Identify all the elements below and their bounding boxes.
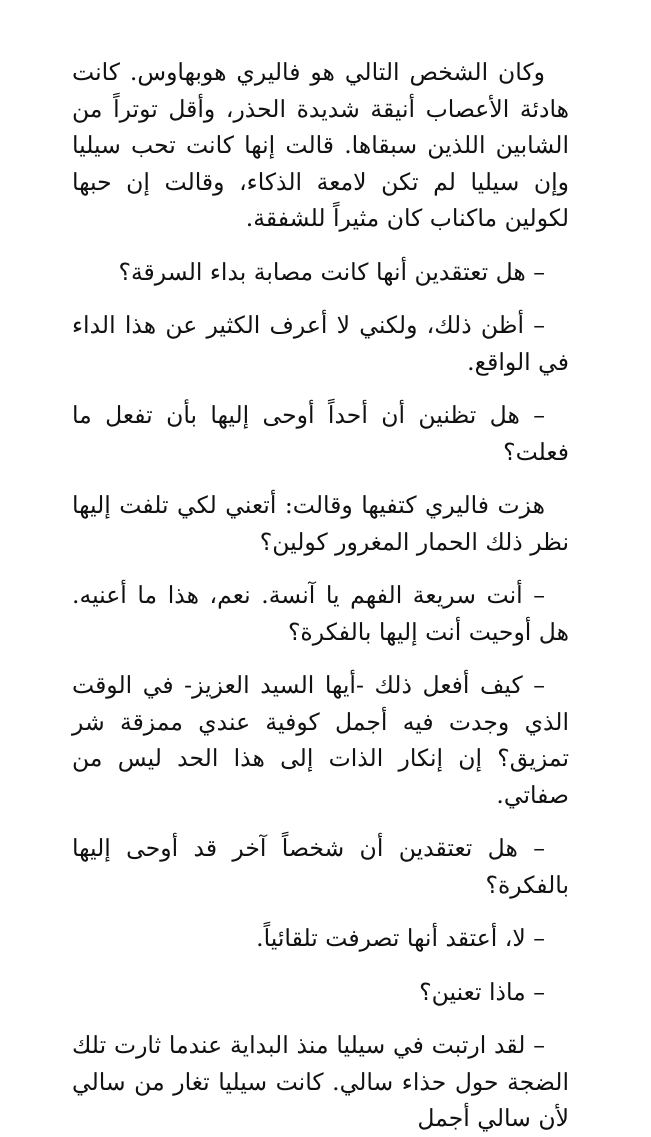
paragraph-dialogue: – ماذا تعنين؟ xyxy=(419,977,545,1006)
paragraph-narration: هزت فاليري كتفيها وقالت: أتعني لكي تلفت إليها نظر ذلك الحمار المغرور كولين؟ xyxy=(72,491,569,556)
paragraph-dialogue: – لا، أعتقد أنها تصرفت تلقائياً. xyxy=(256,924,545,952)
paragraph-dialogue: – هل تعتقدين أنها كانت مصابة بداء السرقة؟ xyxy=(118,257,545,286)
paragraph-dialogue: – هل تظنين أن أحداً أوحى إليها بأن تفعل ما فعلت؟ xyxy=(72,401,569,466)
page-body-text xyxy=(72,54,569,1137)
paragraph-dialogue: – أظن ذلك، ولكني لا أعرف الكثير عن هذا الداء في الواقع. xyxy=(72,311,569,376)
paragraph-dialogue: – هل تعتقدين أن شخصاً آخر قد أوحى إليها بالفكرة؟ xyxy=(72,834,569,899)
paragraph-dialogue: – كيف أفعل ذلك -أيها السيد العزيز- في الوقت الذي وجدت فيه أجمل كوفية عندي ممزقة شر تمزيق؟ إن إنكار الذات إلى هذا الحد ليس من صفاتي. xyxy=(72,671,569,809)
paragraph-dialogue: – لقد ارتبت في سيليا منذ البداية عندما ثارت تلك الضجة حول حذاء سالي. كانت سيليا تغار من سالي لأن سالي أجمل xyxy=(72,1031,569,1132)
paragraph-dialogue: – أنت سريعة الفهم يا آنسة. نعم، هذا ما أعنيه. هل أوحيت أنت إليها بالفكرة؟ xyxy=(72,581,569,646)
paragraph-narration-valerie: وكان الشخص التالي هو فاليري هوبهاوس. كانت هادئة الأعصاب أنيقة شديدة الحذر، وأقل توتراً من الشابين اللذين سبقاها. قالت إنها كانت تحب سيليا وإن سيليا لم تكن لامعة الذكاء، وقالت إن حبها لكولين ماكناب كان مثيراً للشفقة. xyxy=(72,58,569,232)
